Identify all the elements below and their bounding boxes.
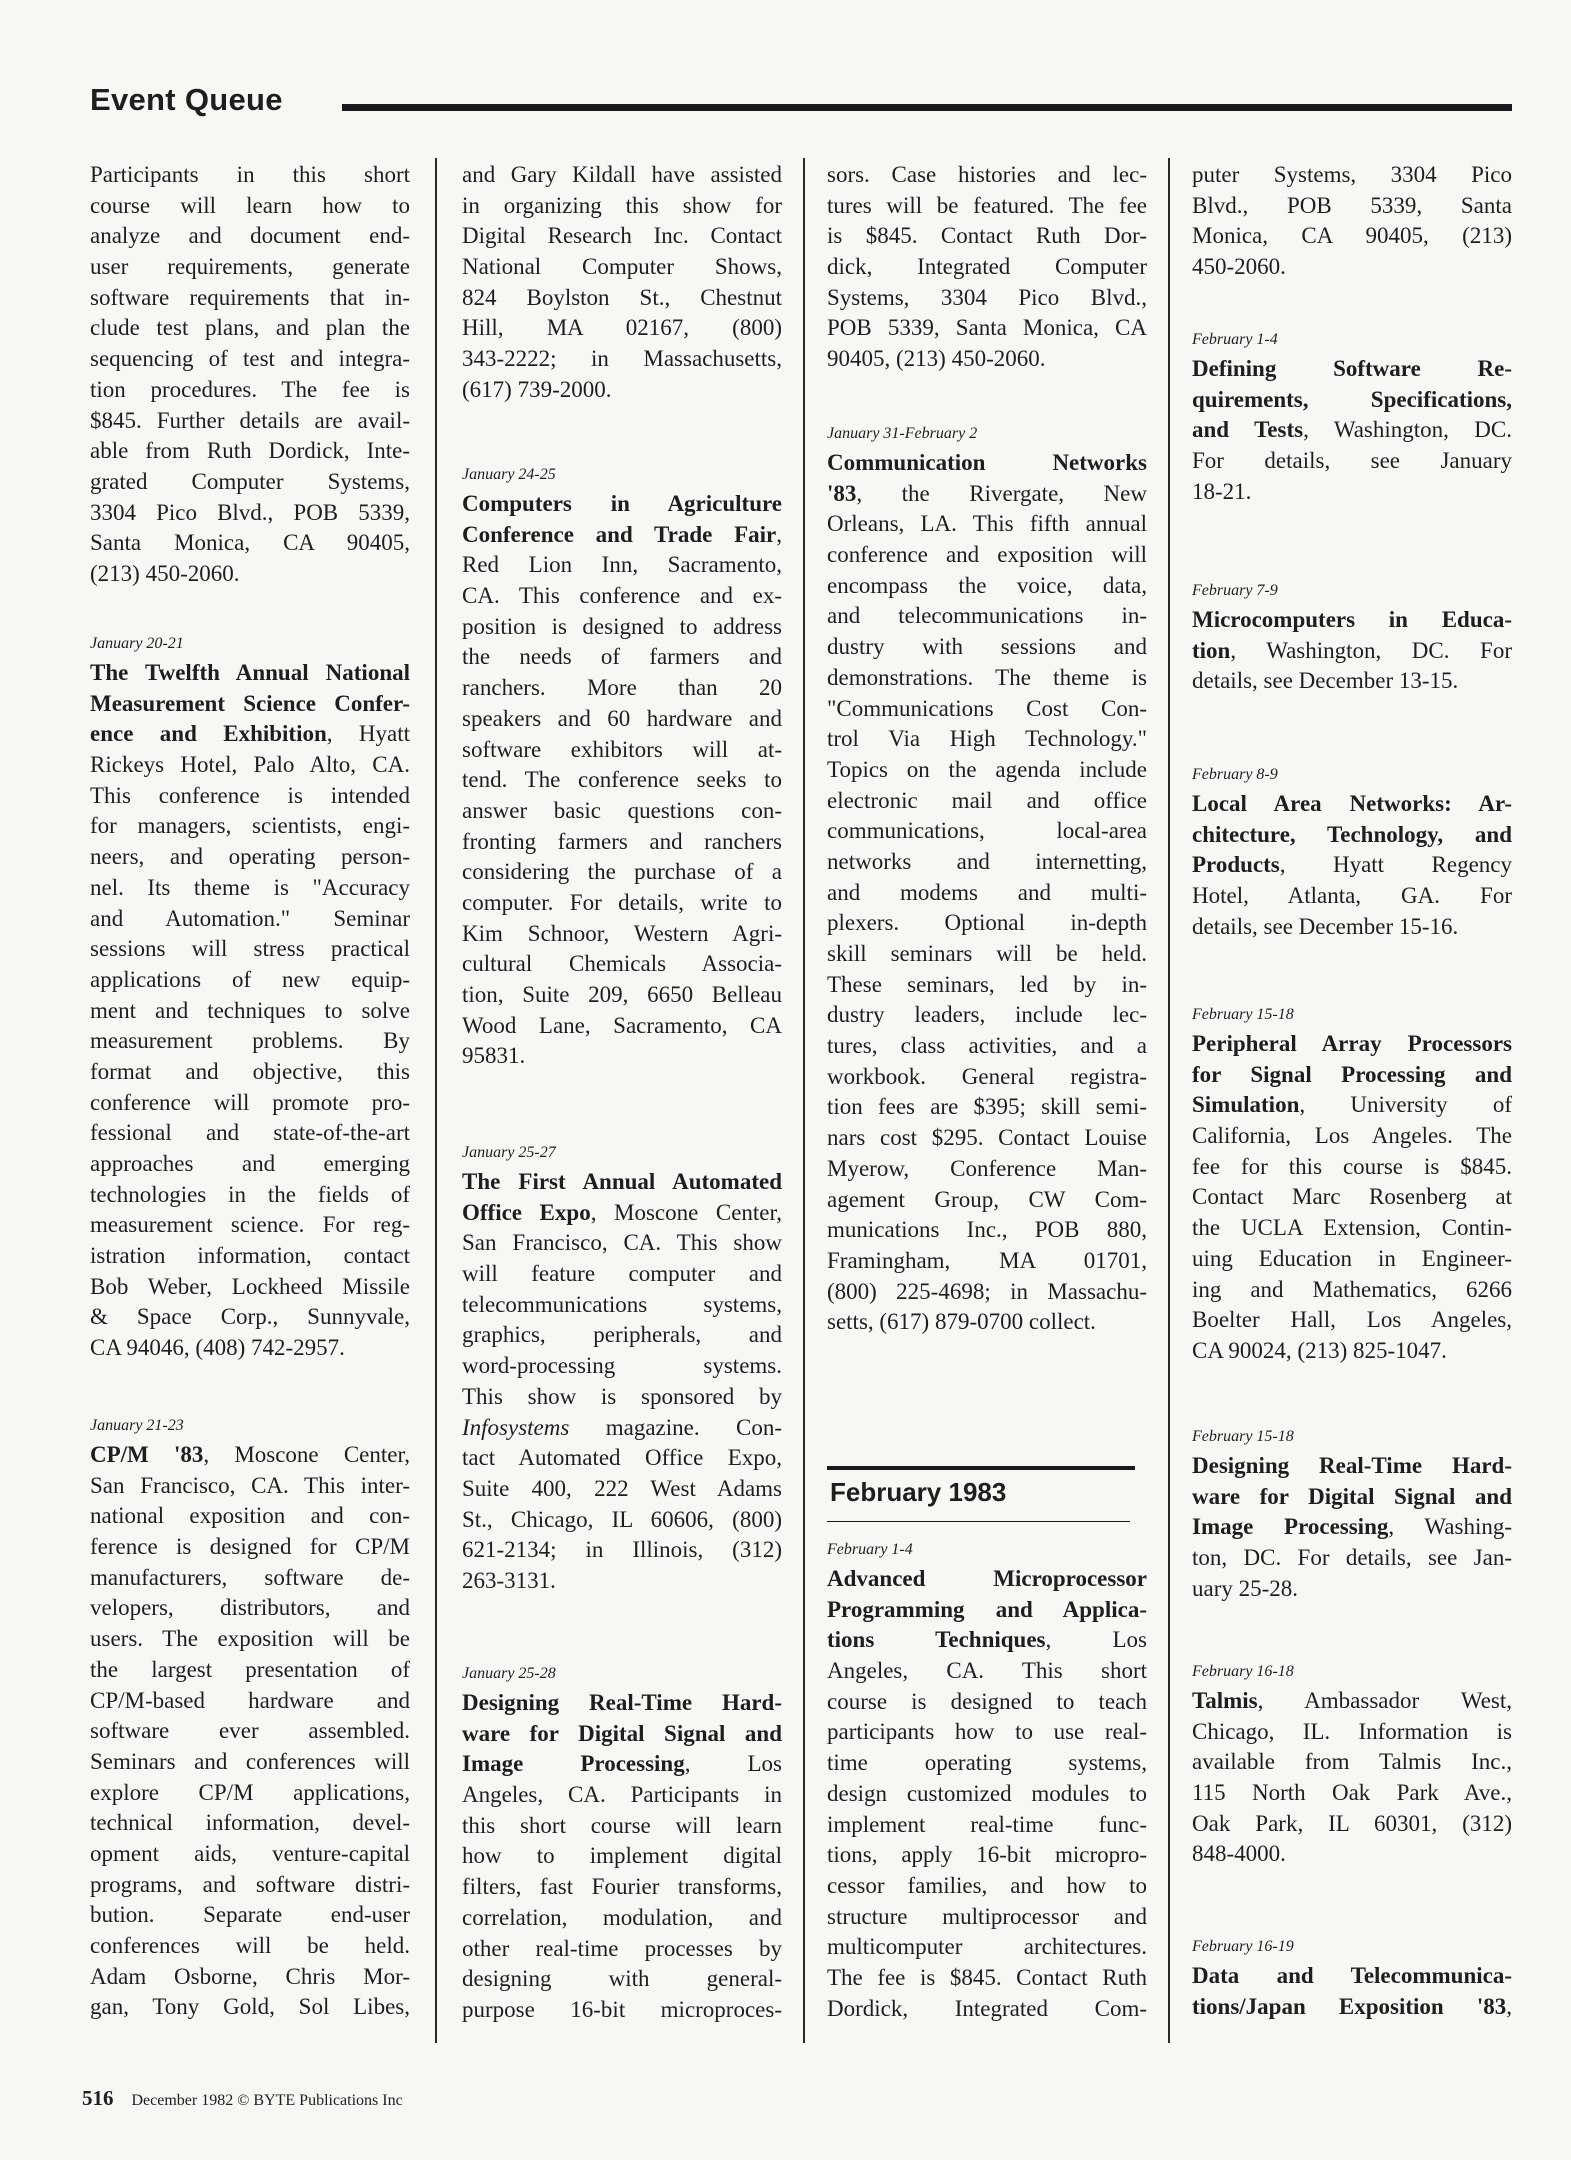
text-line: national exposition and con-	[90, 1503, 410, 1529]
event-title: ware for Digital Signal and	[462, 1720, 782, 1746]
text-line: bution. Separate end-user	[90, 1902, 410, 1928]
text-line: These seminars, led by in-	[827, 971, 1147, 997]
text-line: telecommunications systems,	[462, 1291, 782, 1317]
text-line: CP/M '83, Moscone Center,	[90, 1442, 410, 1467]
event-title: Local Area Networks: Ar-	[1192, 791, 1512, 816]
event-title: Peripheral Array Processors	[1192, 1031, 1512, 1056]
text-line: tures will be featured. The fee	[827, 192, 1147, 218]
event-title: and Tests	[1192, 417, 1304, 443]
text-line: implement real-time func-	[827, 1811, 1147, 1837]
text-line: and modems and multi-	[827, 879, 1147, 905]
event-title: The First Annual Automated	[462, 1169, 782, 1194]
event-title: tions/Japan Exposition '83	[1192, 1993, 1507, 2019]
text-line: nars cost $295. Contact Louise	[827, 1125, 1147, 1151]
text-line: users. The exposition will be	[90, 1626, 410, 1652]
text-line: workbook. General registra-	[827, 1063, 1147, 1089]
text-line	[1192, 1961, 1512, 1992]
event-entry	[90, 630, 410, 1364]
text-line: Chicago, IL. Information is	[1192, 1718, 1512, 1744]
text-line: Infosystems magazine. Con-	[462, 1414, 782, 1440]
text-line: skill seminars will be held.	[827, 941, 1147, 966]
text-line: programs, and software distri-	[90, 1871, 410, 1897]
text-line: $845. Further details are avail-	[90, 407, 410, 433]
text-line: Red Lion Inn, Sacramento,	[462, 552, 782, 578]
text-line	[462, 1719, 782, 1750]
text-line: graphics, peripherals, and	[462, 1322, 782, 1348]
text-line	[1192, 1482, 1512, 1513]
text-line: able from Ruth Dordick, Inte-	[90, 438, 410, 464]
event-title: Image Processing	[1192, 1514, 1389, 1540]
text-line: 621-2134; in Illinois, (312)	[462, 1537, 782, 1563]
text-line: time operating systems,	[827, 1750, 1147, 1776]
text-line: tions Techniques, Los	[827, 1627, 1147, 1653]
text-line: 95831.	[462, 1043, 526, 1069]
event-title: '83	[827, 480, 857, 506]
event-date: January 31-February 2	[827, 425, 978, 442]
text-line	[1192, 354, 1512, 385]
text-line: course will learn how to	[90, 192, 410, 218]
event-title: Simulation	[1192, 1092, 1300, 1118]
text-line: California, Los Angeles. The	[1192, 1123, 1512, 1149]
event-title: Talmis	[1192, 1688, 1258, 1713]
event-entry	[1192, 1001, 1512, 1367]
text-line: tion, Washington, DC. For	[1192, 637, 1512, 663]
event-date: January 25-28	[462, 1665, 556, 1682]
text-line: position is designed to address	[462, 613, 782, 639]
text-line: answer basic questions con-	[462, 797, 782, 823]
text-line: details, see December 15-16.	[1192, 913, 1459, 939]
text-line: fee for this course is $845.	[1192, 1153, 1512, 1179]
text-line: communications, local-area	[827, 818, 1147, 844]
event-entry	[462, 1139, 782, 1597]
text-line: trol Via High Technology."	[827, 726, 1147, 752]
text-line: conferences will be held.	[90, 1933, 410, 1958]
event-title: The Twelfth Annual National	[90, 660, 410, 685]
text-line: conference and exposition will	[827, 542, 1147, 568]
text-line: uing Education in Engineer-	[1192, 1245, 1512, 1271]
text-line: istration information, contact	[90, 1243, 410, 1269]
text-line: 450-2060.	[1192, 254, 1286, 280]
text-line: '83, the Rivergate, New	[827, 480, 1147, 506]
text-line: will feature computer and	[462, 1261, 782, 1287]
text-line: sessions will stress practical	[90, 936, 410, 962]
text-line: for managers, scientists, engi-	[90, 813, 410, 839]
text-line: Kim Schnoor, Western Agri-	[462, 920, 782, 946]
text-line: 115 North Oak Park Ave.,	[1192, 1780, 1512, 1806]
text-line: grated Computer Systems,	[90, 468, 410, 494]
text-line: measurement problems. By	[90, 1028, 410, 1054]
event-entry	[1192, 761, 1512, 942]
text-line: gan, Tony Gold, Sol Libes,	[90, 1994, 410, 2020]
text-line: Seminars and conferences will	[90, 1748, 410, 1774]
text-line: fessional and state-of-the-art	[90, 1120, 410, 1146]
text-line: multicomputer architectures.	[827, 1934, 1147, 1960]
text-line: Oak Park, IL 60301, (312)	[1192, 1810, 1512, 1836]
text-line: approaches and emerging	[90, 1151, 410, 1176]
text-line: Orleans, LA. This fifth annual	[827, 511, 1147, 537]
text-line: networks and internetting,	[827, 848, 1147, 874]
text-line: uary 25-28.	[1192, 1575, 1299, 1601]
text-line	[827, 1595, 1147, 1626]
text-line: this short course will learn	[462, 1812, 782, 1838]
text-line: encompass the voice, data,	[827, 572, 1147, 598]
event-date: February 16-18	[1192, 1663, 1294, 1680]
text-line	[827, 1564, 1147, 1595]
column-divider	[1168, 158, 1170, 2043]
text-line: Office Expo, Moscone Center,	[462, 1199, 782, 1225]
text-line: puter Systems, 3304 Pico	[1192, 162, 1512, 187]
event-entry	[90, 1412, 410, 2023]
text-line: demonstrations. The theme is	[827, 664, 1147, 690]
text-line: This conference is intended	[90, 782, 410, 808]
event-title: Computers in Agriculture	[462, 491, 782, 516]
text-line	[1192, 605, 1512, 636]
text-line: 343-2222; in Massachusetts,	[462, 346, 782, 372]
text-line: Santa Monica, CA 90405,	[90, 530, 410, 556]
text-line: applications of new equip-	[90, 966, 410, 992]
footer-credit: December 1982 © BYTE Publications Inc	[131, 2092, 403, 2109]
text-line: technologies in the fields of	[90, 1181, 410, 1207]
text-line: clude test plans, and plan the	[90, 315, 410, 341]
event-date: February 8-9	[1192, 766, 1278, 783]
text-line: CP/M-based hardware and	[90, 1687, 410, 1713]
event-date: February 15-18	[1192, 1006, 1294, 1023]
text-line: analyze and document end-	[90, 223, 410, 249]
text-line: other real-time processes by	[462, 1935, 782, 1961]
month-heading: February 1983	[830, 1477, 1007, 1507]
column-divider	[435, 158, 437, 2043]
text-line: POB 5339, Santa Monica, CA	[827, 315, 1147, 341]
text-line: (800) 225-4698; in Massachu-	[827, 1278, 1147, 1304]
text-line: software exhibitors will at-	[462, 736, 782, 762]
text-line: Myerow, Conference Man-	[827, 1155, 1147, 1181]
text-line: designing with general-	[462, 1966, 782, 1992]
text-line: 263-3131.	[462, 1567, 556, 1593]
event-title: Programming and Applica-	[827, 1596, 1147, 1622]
text-line	[827, 448, 1147, 479]
text-line: explore CP/M applications,	[90, 1779, 410, 1805]
text-line	[1192, 1029, 1512, 1060]
text-line: Rickeys Hotel, Palo Alto, CA.	[90, 752, 410, 778]
text-line: "Communications Cost Con-	[827, 695, 1147, 721]
text-line: Dordick, Integrated Com-	[827, 1995, 1147, 2021]
text-line: Talmis, Ambassador West,	[1192, 1688, 1512, 1713]
text-line: in organizing this show for	[462, 192, 782, 218]
event-title: Microcomputers in Educa-	[1192, 607, 1512, 632]
event-date: February 1-4	[827, 1541, 913, 1558]
text-line	[90, 689, 410, 720]
text-line: Hotel, Atlanta, GA. For	[1192, 883, 1512, 909]
text-line: and Gary Kildall have assisted	[462, 162, 782, 187]
publication-name: Infosystems	[462, 1414, 570, 1440]
text-line: technical information, devel-	[90, 1810, 410, 1836]
text-line: Wood Lane, Sacramento, CA	[462, 1012, 782, 1038]
header-rule	[342, 104, 1512, 111]
text-line: and Automation." Seminar	[90, 905, 410, 931]
text-line: dick, Integrated Computer	[827, 254, 1147, 280]
event-title: Image Processing	[462, 1751, 685, 1777]
text-line: Angeles, CA. This short	[827, 1658, 1147, 1684]
text-line: Boelter Hall, Los Angeles,	[1192, 1307, 1512, 1333]
text-line: the largest presentation of	[90, 1656, 410, 1682]
text-line: computer. For details, write to	[462, 889, 782, 915]
event-date: January 25-27	[462, 1144, 556, 1161]
text-line: 3304 Pico Blvd., POB 5339,	[90, 499, 410, 525]
text-line: Image Processing, Los	[462, 1751, 782, 1777]
text-line: For details, see January	[1192, 448, 1512, 474]
text-line: Systems, 3304 Pico Blvd.,	[827, 284, 1147, 310]
event-title: Advanced Microprocessor	[827, 1566, 1147, 1591]
text-line: Image Processing, Washing-	[1192, 1514, 1512, 1540]
event-title: Products	[1192, 852, 1280, 878]
text-line: Bob Weber, Lockheed Missile	[90, 1273, 410, 1299]
text-line: Framingham, MA 01701,	[827, 1247, 1147, 1273]
text-line: software ever assembled.	[90, 1718, 410, 1744]
event-date: January 24-25	[462, 466, 556, 483]
text-line: 824 Boylston St., Chestnut	[462, 284, 782, 310]
event-title: Communication Networks	[827, 450, 1147, 475]
month-heading-rule-top	[827, 1466, 1135, 1470]
text-line: word-processing systems.	[462, 1353, 782, 1379]
text-line: CA. This conference and ex-	[462, 583, 782, 609]
text-line: setts, (617) 879-0700 collect.	[827, 1309, 1096, 1335]
text-line: Suite 400, 222 West Adams	[462, 1475, 782, 1501]
text-line: is $845. Contact Ruth Dor-	[827, 223, 1147, 249]
text-line: format and objective, this	[90, 1058, 410, 1084]
text-line: Participants in this short	[90, 162, 410, 187]
event-title: ence and Exhibition	[90, 721, 327, 747]
event-title: CP/M '83	[90, 1442, 204, 1467]
text-line: nel. Its theme is "Accuracy	[90, 874, 410, 900]
text-line: ence and Exhibition, Hyatt	[90, 721, 410, 747]
text-line: 848-4000.	[1192, 1841, 1286, 1867]
text-line	[1192, 1451, 1512, 1482]
text-line: cultural Chemicals Associa-	[462, 951, 782, 977]
page-number: 516	[82, 2086, 114, 2110]
text-line: 18-21.	[1192, 478, 1252, 504]
event-title: Designing Real-Time Hard-	[1192, 1453, 1512, 1478]
text-line: plexers. Optional in-depth	[827, 910, 1147, 936]
section-title: Event Queue	[90, 82, 283, 117]
event-title: Data and Telecommunica-	[1192, 1963, 1512, 1988]
text-line: correlation, modulation, and	[462, 1904, 782, 1930]
text-line: St., Chicago, IL 60606, (800)	[462, 1506, 782, 1532]
text-line: This show is sponsored by	[462, 1383, 782, 1409]
event-title: Office Expo	[462, 1199, 591, 1225]
text-line: tions, apply 16-bit micropro-	[827, 1842, 1147, 1868]
event-entry	[827, 420, 1147, 1338]
text-line: (617) 739-2000.	[462, 376, 612, 402]
event-title: Conference and Trade Fair	[462, 521, 777, 547]
text-line: neers, and operating person-	[90, 844, 410, 870]
event-date: January 20-21	[90, 635, 184, 652]
text-line	[462, 1167, 782, 1198]
event-entry	[1192, 326, 1512, 507]
text-line: and telecommunications in-	[827, 603, 1147, 629]
text-line: course is designed to teach	[827, 1688, 1147, 1714]
text-line: sequencing of test and integra-	[90, 346, 410, 372]
text-line: CA 94046, (408) 742-2957.	[90, 1335, 345, 1361]
text-line: munications Inc., POB 880,	[827, 1217, 1147, 1243]
text-line: tend. The conference seeks to	[462, 767, 782, 793]
text-line: & Space Corp., Sunnyvale,	[90, 1304, 410, 1330]
text-line: fronting farmers and ranchers	[462, 828, 782, 854]
text-line: manufacturers, software de-	[90, 1564, 410, 1590]
text-line: San Francisco, CA. This show	[462, 1230, 782, 1256]
text-line: measurement science. For reg-	[90, 1212, 410, 1238]
event-date: February 16-19	[1192, 1938, 1294, 1955]
text-line	[1192, 820, 1512, 851]
event-date: February 15-18	[1192, 1428, 1294, 1445]
text-line: ton, DC. For details, see Jan-	[1192, 1545, 1512, 1571]
text-line: ing and Mathematics, 6266	[1192, 1276, 1512, 1302]
event-title: quirements, Specifications,	[1192, 386, 1512, 412]
text-line: ference is designed for CP/M	[90, 1534, 410, 1560]
page-footer	[82, 2086, 403, 2111]
text-line: ranchers. More than 20	[462, 675, 782, 701]
text-line: software requirements that in-	[90, 284, 410, 310]
text-line: electronic mail and office	[827, 787, 1147, 813]
event-date: February 1-4	[1192, 331, 1278, 348]
text-line: cessor families, and how to	[827, 1872, 1147, 1898]
text-line: tion fees are $395; skill semi-	[827, 1094, 1147, 1120]
text-line: CA 90024, (213) 825-1047.	[1192, 1337, 1447, 1363]
text-line: available from Talmis Inc.,	[1192, 1749, 1512, 1775]
text-line: San Francisco, CA. This inter-	[90, 1472, 410, 1498]
text-line: Angeles, CA. Participants in	[462, 1782, 782, 1808]
event-entry	[827, 1536, 1147, 2024]
text-line: Conference and Trade Fair,	[462, 521, 782, 547]
event-entry	[462, 461, 782, 1072]
text-line: The fee is $845. Contact Ruth	[827, 1964, 1147, 1990]
event-entry	[827, 160, 1147, 375]
column-divider	[803, 158, 805, 2043]
text-line: conference will promote pro-	[90, 1089, 410, 1115]
text-line: agement Group, CW Com-	[827, 1186, 1147, 1212]
text-line	[1192, 385, 1512, 416]
event-date: January 21-23	[90, 1417, 184, 1434]
text-line: dustry leaders, include lec-	[827, 1002, 1147, 1028]
text-line: ment and techniques to solve	[90, 997, 410, 1023]
event-title: tions Techniques	[827, 1627, 1046, 1653]
text-line: Simulation, University of	[1192, 1092, 1512, 1118]
event-title: Measurement Science Confer-	[90, 690, 410, 716]
text-line	[462, 1688, 782, 1719]
text-line: purpose 16-bit microproces-	[462, 1996, 782, 2022]
text-line: considering the purchase of a	[462, 859, 782, 885]
text-line: Contact Marc Rosenberg at	[1192, 1184, 1512, 1210]
text-line: structure multiprocessor and	[827, 1903, 1147, 1929]
event-title: Designing Real-Time Hard-	[462, 1690, 782, 1715]
event-entry	[1192, 160, 1512, 283]
text-line: Products, Hyatt Regency	[1192, 852, 1512, 878]
text-line: National Computer Shows,	[462, 254, 782, 280]
text-line: how to implement digital	[462, 1843, 782, 1869]
text-line: speakers and 60 hardware and	[462, 705, 782, 731]
text-line	[462, 489, 782, 520]
text-line: tures, class activities, and a	[827, 1033, 1147, 1059]
event-title: for Signal Processing and	[1192, 1061, 1512, 1087]
text-line: Topics on the agenda include	[827, 756, 1147, 782]
text-line: the UCLA Extension, Contin-	[1192, 1215, 1512, 1241]
text-line: dustry with sessions and	[827, 634, 1147, 660]
text-line: participants how to use real-	[827, 1719, 1147, 1745]
event-entry	[1192, 1933, 1512, 2022]
text-line: Digital Research Inc. Contact	[462, 223, 782, 249]
event-date: February 7-9	[1192, 582, 1278, 599]
event-title: tion	[1192, 637, 1231, 663]
text-line: details, see December 13-15.	[1192, 668, 1459, 694]
text-line: tion procedures. The fee is	[90, 376, 410, 402]
text-line: user requirements, generate	[90, 254, 410, 280]
text-line: and Tests, Washington, DC.	[1192, 417, 1512, 443]
text-line: 90405, (213) 450-2060.	[827, 346, 1046, 372]
month-heading-rule-bottom	[827, 1521, 1130, 1522]
text-line: design customized modules to	[827, 1780, 1147, 1806]
text-line: Monica, CA 90405, (213)	[1192, 223, 1512, 249]
text-line: filters, fast Fourier transforms,	[462, 1874, 782, 1900]
text-line	[1192, 1060, 1512, 1091]
text-line: the needs of farmers and	[462, 644, 782, 670]
text-line: Hill, MA 02167, (800)	[462, 315, 782, 341]
text-line: Blvd., POB 5339, Santa	[1192, 192, 1512, 218]
event-entry	[462, 160, 782, 406]
text-line	[90, 658, 410, 689]
event-entry	[462, 1660, 782, 2026]
text-line: sors. Case histories and lec-	[827, 162, 1147, 187]
event-title: chitecture, Technology, and	[1192, 821, 1512, 847]
event-title: Defining Software Re-	[1192, 356, 1512, 381]
event-entry	[90, 160, 410, 590]
text-line: tact Automated Office Expo,	[462, 1445, 782, 1471]
text-line: opment aids, venture-capital	[90, 1840, 410, 1866]
event-entry	[1192, 1423, 1512, 1604]
event-entry	[1192, 577, 1512, 697]
text-line: (213) 450-2060.	[90, 560, 240, 586]
text-line: tions/Japan Exposition '83,	[1192, 1993, 1512, 2019]
text-line: tion, Suite 209, 6650 Belleau	[462, 982, 782, 1007]
event-title: ware for Digital Signal and	[1192, 1483, 1512, 1509]
text-line: velopers, distributors, and	[90, 1595, 410, 1621]
event-entry	[1192, 1658, 1512, 1870]
text-line: Adam Osborne, Chris Mor-	[90, 1963, 410, 1989]
text-line	[1192, 789, 1512, 820]
